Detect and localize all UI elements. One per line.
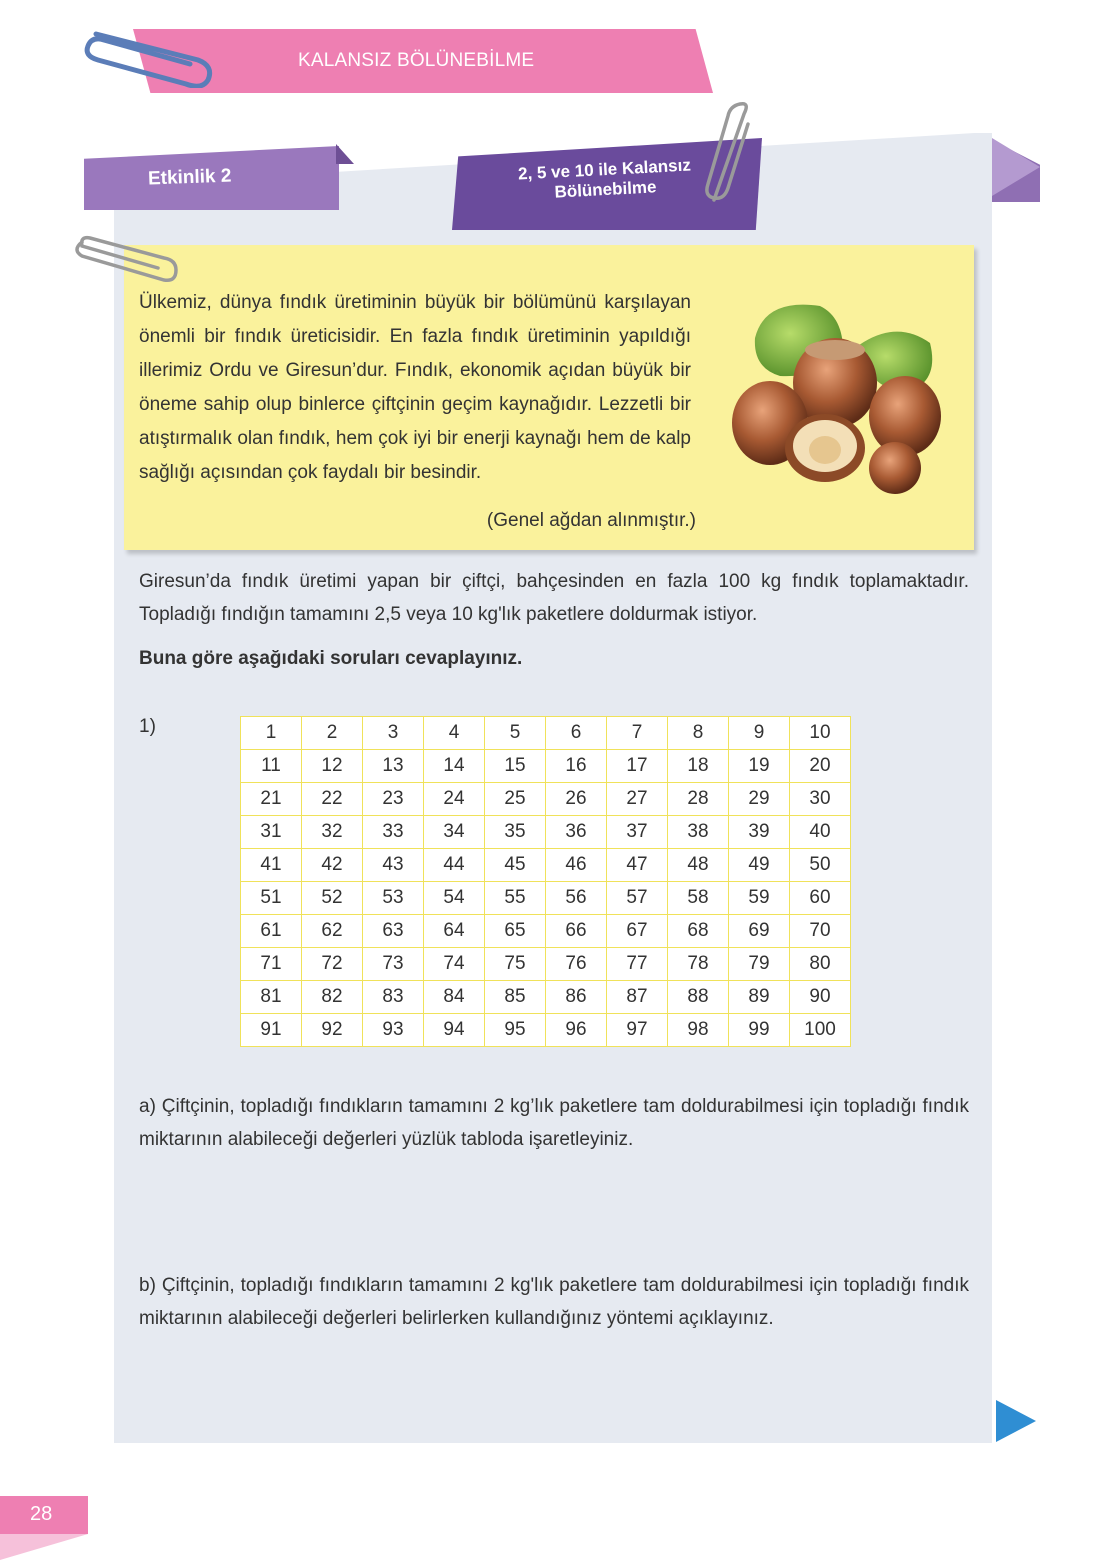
table-cell[interactable]: 31 [241, 816, 302, 849]
table-cell[interactable]: 96 [546, 1014, 607, 1047]
table-cell[interactable]: 84 [424, 981, 485, 1014]
table-cell[interactable]: 19 [729, 750, 790, 783]
table-cell[interactable]: 9 [729, 717, 790, 750]
table-cell[interactable]: 63 [363, 915, 424, 948]
activity-label: Etkinlik 2 [147, 165, 232, 190]
next-arrow-icon [996, 1400, 1036, 1442]
paperclip-icon [78, 26, 218, 88]
table-cell[interactable]: 16 [546, 750, 607, 783]
table-row [241, 783, 851, 816]
table-cell[interactable]: 67 [607, 915, 668, 948]
table-cell[interactable]: 38 [668, 816, 729, 849]
table-cell[interactable]: 2 [302, 717, 363, 750]
table-cell[interactable]: 35 [485, 816, 546, 849]
table-cell[interactable]: 100 [790, 1014, 851, 1047]
table-row [241, 915, 851, 948]
table-cell[interactable]: 10 [790, 717, 851, 750]
table-cell[interactable]: 88 [668, 981, 729, 1014]
topic-line-1: 2, 5 ve 10 ile Kalansız [517, 155, 692, 184]
table-cell[interactable]: 55 [485, 882, 546, 915]
table-row [241, 717, 851, 750]
page-number-tail [0, 1534, 88, 1560]
table-cell[interactable]: 54 [424, 882, 485, 915]
table-cell[interactable]: 34 [424, 816, 485, 849]
table-cell[interactable]: 98 [668, 1014, 729, 1047]
hundred-table [240, 716, 851, 1047]
table-cell[interactable]: 8 [668, 717, 729, 750]
table-cell[interactable]: 43 [363, 849, 424, 882]
paperclip-icon [72, 230, 182, 286]
question-part-b: b) Çiftçinin, topladığı fındıkların tamamını 2 kg'lık paketlere tam doldurabilmesi için topladığı fındık miktarının alabileceği değerleri belirlerken kullandığınız yöntemi açıklayınız. [139, 1275, 969, 1329]
table-cell[interactable]: 89 [729, 981, 790, 1014]
table-cell[interactable]: 4 [424, 717, 485, 750]
question-number: 1) [139, 716, 156, 737]
table-cell[interactable]: 76 [546, 948, 607, 981]
table-cell[interactable]: 52 [302, 882, 363, 915]
table-cell[interactable]: 23 [363, 783, 424, 816]
info-source: (Genel ağdan alınmıştır.) [486, 510, 696, 531]
problem-text: Giresun’da fındık üretimi yapan bir çiftçi, bahçesinden en fazla 100 kg fındık toplamaktadır. Topladığı fındığın tamamını 2,5 veya 10 kg'lık paketlere doldurmak istiyor. [139, 571, 969, 625]
table-cell[interactable]: 82 [302, 981, 363, 1014]
table-cell[interactable]: 17 [607, 750, 668, 783]
table-cell[interactable]: 22 [302, 783, 363, 816]
table-cell[interactable]: 97 [607, 1014, 668, 1047]
table-cell[interactable]: 24 [424, 783, 485, 816]
table-cell[interactable]: 30 [790, 783, 851, 816]
table-cell[interactable]: 79 [729, 948, 790, 981]
table-cell[interactable]: 25 [485, 783, 546, 816]
table-cell[interactable]: 61 [241, 915, 302, 948]
table-cell[interactable]: 50 [790, 849, 851, 882]
hazelnut-illustration [725, 298, 955, 498]
instruction-text: Buna göre aşağıdaki soruları cevaplayınız. [139, 648, 523, 669]
table-cell[interactable]: 1 [241, 717, 302, 750]
table-row [241, 981, 851, 1014]
table-cell[interactable]: 29 [729, 783, 790, 816]
table-row [241, 849, 851, 882]
table-cell[interactable]: 5 [485, 717, 546, 750]
table-cell[interactable]: 64 [424, 915, 485, 948]
table-cell[interactable]: 42 [302, 849, 363, 882]
paperclip-icon [700, 100, 760, 210]
table-cell[interactable]: 56 [546, 882, 607, 915]
table-cell[interactable]: 47 [607, 849, 668, 882]
table-row [241, 1014, 851, 1047]
table-cell[interactable]: 74 [424, 948, 485, 981]
table-cell[interactable]: 65 [485, 915, 546, 948]
table-cell[interactable]: 77 [607, 948, 668, 981]
table-cell[interactable]: 28 [668, 783, 729, 816]
table-cell[interactable]: 15 [485, 750, 546, 783]
table-cell[interactable]: 32 [302, 816, 363, 849]
table-cell[interactable]: 49 [729, 849, 790, 882]
table-cell[interactable]: 93 [363, 1014, 424, 1047]
table-cell[interactable]: 85 [485, 981, 546, 1014]
table-cell[interactable]: 11 [241, 750, 302, 783]
table-cell[interactable]: 48 [668, 849, 729, 882]
table-cell[interactable]: 3 [363, 717, 424, 750]
table-cell[interactable]: 90 [790, 981, 851, 1014]
table-cell[interactable]: 94 [424, 1014, 485, 1047]
table-cell[interactable]: 6 [546, 717, 607, 750]
table-cell[interactable]: 91 [241, 1014, 302, 1047]
table-cell[interactable]: 66 [546, 915, 607, 948]
table-cell[interactable]: 51 [241, 882, 302, 915]
table-cell[interactable]: 73 [363, 948, 424, 981]
table-cell[interactable]: 27 [607, 783, 668, 816]
table-cell[interactable]: 70 [790, 915, 851, 948]
table-cell[interactable]: 92 [302, 1014, 363, 1047]
table-cell[interactable]: 41 [241, 849, 302, 882]
table-cell[interactable]: 57 [607, 882, 668, 915]
table-cell[interactable]: 7 [607, 717, 668, 750]
table-row [241, 750, 851, 783]
table-cell[interactable]: 86 [546, 981, 607, 1014]
table-cell[interactable]: 99 [729, 1014, 790, 1047]
table-cell[interactable]: 58 [668, 882, 729, 915]
table-cell[interactable]: 87 [607, 981, 668, 1014]
table-cell[interactable]: 53 [363, 882, 424, 915]
table-row [241, 882, 851, 915]
table-cell[interactable]: 18 [668, 750, 729, 783]
table-cell[interactable]: 33 [363, 816, 424, 849]
topic-line-2: Bölünebilme [554, 177, 657, 202]
table-cell[interactable]: 72 [302, 948, 363, 981]
table-cell[interactable]: 14 [424, 750, 485, 783]
table-cell[interactable]: 62 [302, 915, 363, 948]
table-cell[interactable]: 83 [363, 981, 424, 1014]
info-text: Ülkemiz, dünya fındık üretiminin büyük bir bölümünü karşılayan önemli bir fındık üreticisidir. En fazla fındık üretiminin yapıldığı illerimiz Ordu ve Giresun’dur. Fındık, ekonomik açıdan büyük bir öneme sahip olup binlerce çiftçinin geçim kaynağıdır. Lezzetli bir atıştırmalık olan fındık, hem çok iyi bir enerji kaynağı hem de kalp sağlığı açısından çok faydalı bir besindir. [139, 292, 691, 483]
table-cell[interactable]: 44 [424, 849, 485, 882]
table-cell[interactable]: 95 [485, 1014, 546, 1047]
question-part-a: a) Çiftçinin, topladığı fındıkların tamamını 2 kg’lık paketlere tam doldurabilmesi için topladığı fındık miktarının alabileceği değerleri yüzlük tabloda işaretleyiniz. [139, 1096, 969, 1150]
table-cell[interactable]: 45 [485, 849, 546, 882]
table-cell[interactable]: 68 [668, 915, 729, 948]
table-cell[interactable]: 26 [546, 783, 607, 816]
table-cell[interactable]: 46 [546, 849, 607, 882]
table-cell[interactable]: 71 [241, 948, 302, 981]
table-cell[interactable]: 12 [302, 750, 363, 783]
table-cell[interactable]: 36 [546, 816, 607, 849]
table-cell[interactable]: 75 [485, 948, 546, 981]
table-cell[interactable]: 40 [790, 816, 851, 849]
table-cell[interactable]: 59 [729, 882, 790, 915]
table-cell[interactable]: 21 [241, 783, 302, 816]
table-cell[interactable]: 13 [363, 750, 424, 783]
table-row [241, 948, 851, 981]
table-cell[interactable]: 60 [790, 882, 851, 915]
table-cell[interactable]: 81 [241, 981, 302, 1014]
table-cell[interactable]: 80 [790, 948, 851, 981]
table-cell[interactable]: 37 [607, 816, 668, 849]
table-cell[interactable]: 78 [668, 948, 729, 981]
table-cell[interactable]: 39 [729, 816, 790, 849]
table-cell[interactable]: 20 [790, 750, 851, 783]
page-title: KALANSIZ BÖLÜNEBİLME [298, 50, 535, 71]
table-cell[interactable]: 69 [729, 915, 790, 948]
table-row [241, 816, 851, 849]
page-number: 28 [30, 1503, 53, 1525]
